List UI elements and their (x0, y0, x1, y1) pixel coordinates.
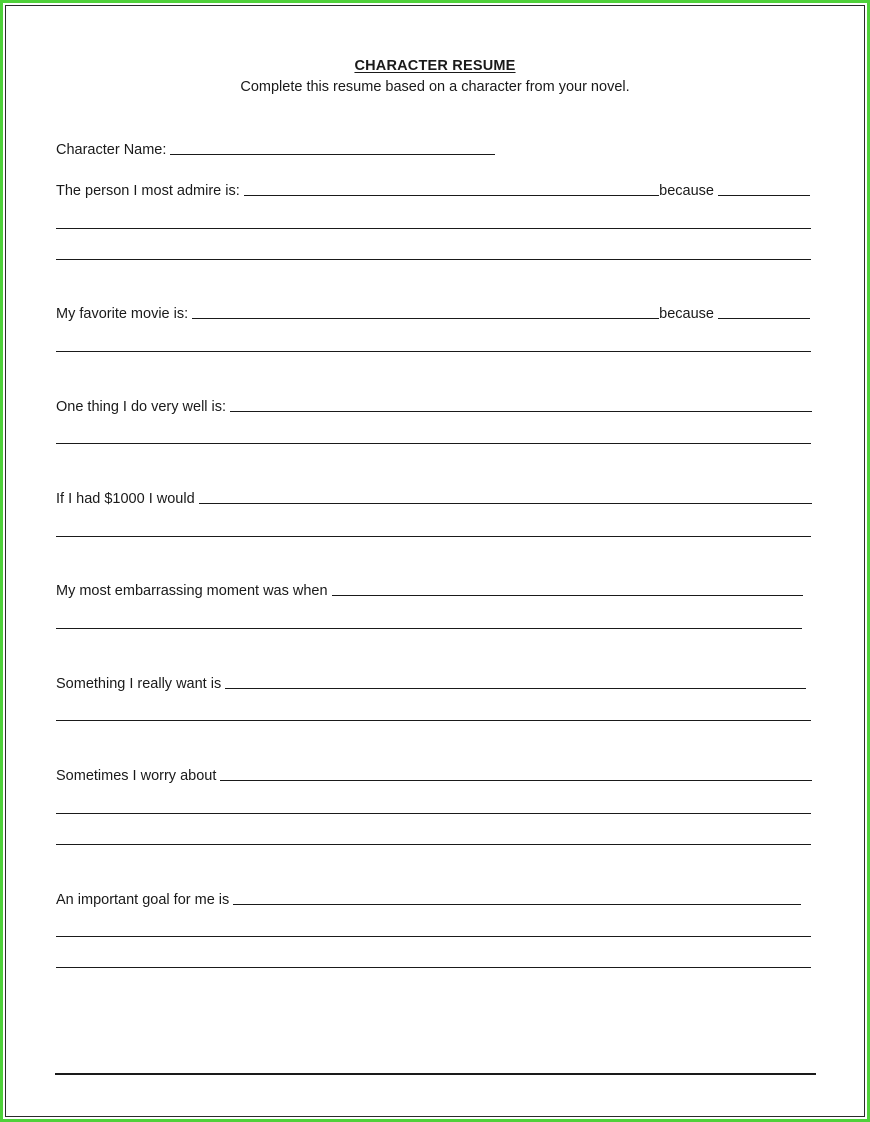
inner-page-border (5, 5, 865, 1117)
movie-because-field[interactable] (718, 318, 810, 319)
footer-rule (55, 1073, 816, 1075)
thousand-label: If I had $1000 I would (56, 491, 195, 507)
admire-answer-line-2[interactable] (56, 259, 811, 260)
thousand-field[interactable] (199, 503, 812, 504)
goal-row (56, 889, 801, 909)
character-name-field[interactable] (170, 154, 495, 155)
thousand-answer-line-1[interactable] (56, 536, 811, 537)
admire-row (56, 180, 810, 200)
page-subtitle: Complete this resume based on a character from your novel. (240, 79, 630, 95)
embarrassing-row (56, 580, 803, 600)
movie-label: My favorite movie is: (56, 306, 189, 322)
movie-because-label: because (659, 306, 714, 322)
admire-because-field[interactable] (718, 195, 810, 196)
goal-label: An important goal for me is (56, 892, 230, 908)
want-label: Something I really want is (56, 676, 222, 692)
worry-row (56, 765, 812, 785)
do-well-row (56, 396, 812, 416)
worry-field[interactable] (220, 780, 812, 781)
goal-answer-line-1[interactable] (56, 936, 811, 937)
admire-because-label: because (659, 183, 714, 199)
do-well-answer-line-1[interactable] (56, 443, 811, 444)
want-row (56, 673, 806, 693)
movie-row (56, 303, 810, 323)
page-title-text: CHARACTER RESUME (354, 58, 516, 74)
worry-answer-line-2[interactable] (56, 844, 811, 845)
goal-field[interactable] (233, 904, 801, 905)
character-name-label: Character Name: (56, 142, 167, 158)
admire-label: The person I most admire is: (56, 183, 240, 199)
goal-answer-line-2[interactable] (56, 967, 811, 968)
worry-label: Sometimes I worry about (56, 768, 217, 784)
want-field[interactable] (225, 688, 806, 689)
embarrassing-label: My most embarrassing moment was when (56, 583, 328, 599)
movie-answer-line-1[interactable] (56, 351, 811, 352)
embarrassing-answer-line-1[interactable] (56, 628, 802, 629)
admire-field[interactable] (244, 195, 659, 196)
do-well-label: One thing I do very well is: (56, 399, 227, 415)
character-name-row (56, 139, 495, 159)
movie-field[interactable] (192, 318, 659, 319)
thousand-row (56, 488, 812, 508)
embarrassing-field[interactable] (332, 595, 803, 596)
want-answer-line-1[interactable] (56, 720, 811, 721)
worry-answer-line-1[interactable] (56, 813, 811, 814)
admire-answer-line-1[interactable] (56, 228, 811, 229)
page-title (0, 58, 870, 74)
do-well-field[interactable] (230, 411, 812, 412)
